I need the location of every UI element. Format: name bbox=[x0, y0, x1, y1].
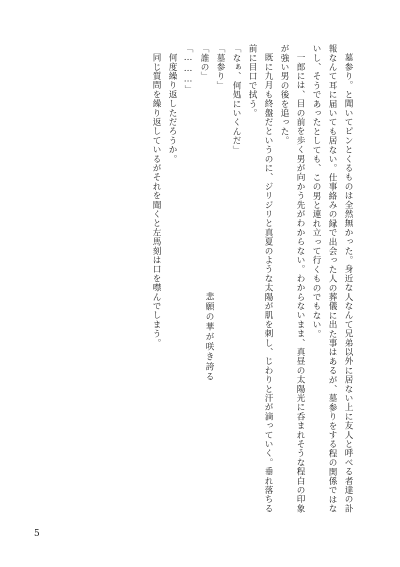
body-text bbox=[56, 44, 356, 514]
dialogue-line-3: 「誰の」 bbox=[199, 44, 209, 81]
dialogue-line-1: 「なぁ、何処にいくんだ」 bbox=[231, 44, 241, 155]
page-number: 5 bbox=[34, 529, 40, 539]
paragraph-1: 墓参り。と聞いてピンとくるものは全然無かった。身近な人なんて兄弟以外に居ない上に友人と呼べる者達の訃報なんて耳に届いても居ない。仕事絡みの縁で出会った人の葬儀に出た事はあるが、墓参りをする程の関係ではないし、そうであったとしても、この男と連れ立って行くものでもない。 bbox=[311, 44, 353, 514]
paragraph-5: 同じ質問を繰り返しているがそれを聞くと左馬刻は口を噤んでしまう。 bbox=[151, 52, 161, 347]
paragraph-2: 一郎には、目の前を歩く男が向かう先がわからない。わからないまま、真昼の太陽光に呑まれそうな程白の印象が強い男の後を追った。 bbox=[279, 44, 305, 513]
dialogue-line-2: 「墓参り」 bbox=[215, 44, 225, 90]
paragraph-3: 既に九月も終盤だというのに、ジリジリと真夏のような太陽が肌を刺し、じわりと汗が滴っていく。垂れ落ちる前に目口で拭う。 bbox=[247, 44, 273, 513]
paragraph-4: 何度繰り返しただろうか。 bbox=[167, 52, 177, 163]
running-title: 悲願の華が咲き誇る bbox=[204, 292, 214, 382]
dialogue-line-4: 「………」 bbox=[183, 44, 193, 95]
